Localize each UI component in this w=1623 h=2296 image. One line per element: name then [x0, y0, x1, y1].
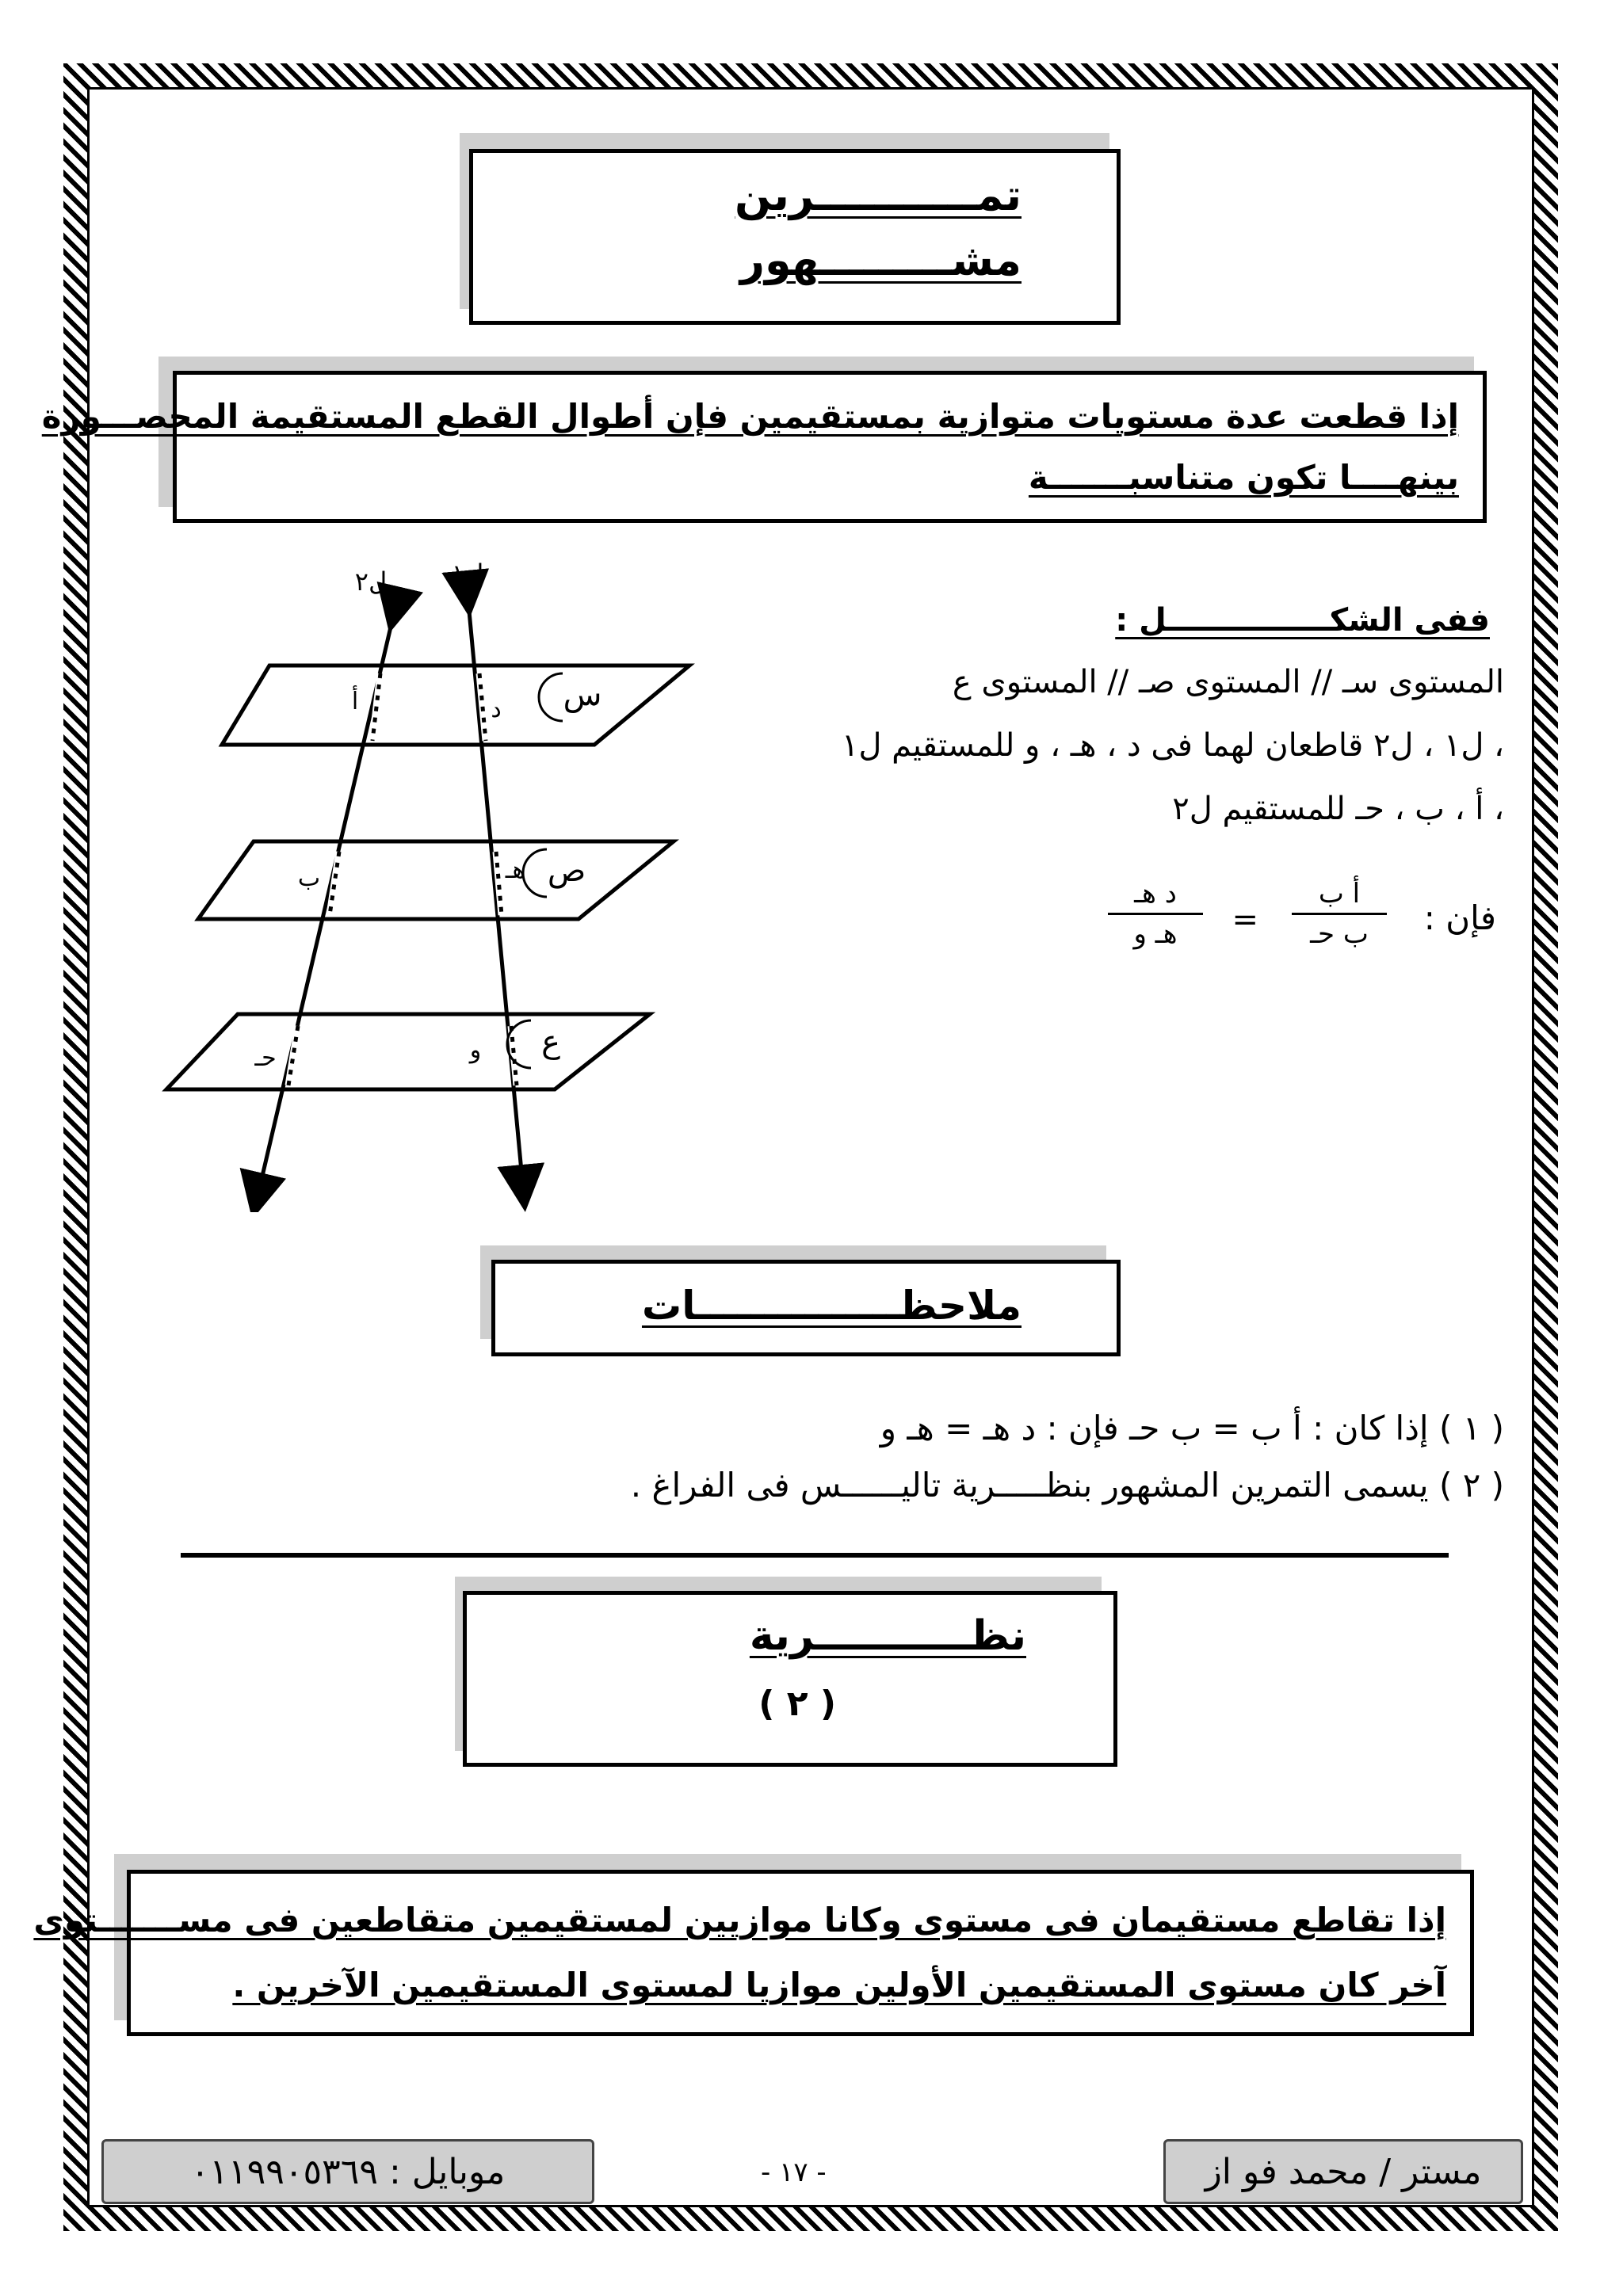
figure-line3: ، أ ، ب ، حـ للمستقيم ل٢	[1172, 791, 1504, 827]
plane-e	[166, 1014, 650, 1089]
ratio-equation	[1052, 878, 1496, 965]
note-1: ( ١ ) إذا كان : أ ب = ب حـ فإن : د هـ = هـ و	[880, 1409, 1504, 1447]
ratio2-bottom: هـ و	[1133, 918, 1178, 950]
ratio1	[1292, 878, 1387, 950]
ratio2	[1108, 878, 1203, 950]
line-l1	[468, 594, 523, 1188]
footer-phone: موبايل : ٠١١٩٩٠٥٣٦٩	[101, 2139, 594, 2204]
theorem2-number: ( ٢ )	[758, 1684, 836, 1724]
equals-sign: =	[1232, 902, 1258, 938]
figure-line1: المستوى سـ // المستوى صـ // المستوى ع	[952, 664, 1504, 700]
footer-page-number: - ١٧ -	[761, 2157, 827, 2188]
notes-title: ملاحظـــــــــــــــات	[641, 1283, 1022, 1329]
header-title-line1: تمـــــــــــرين	[735, 170, 1022, 220]
point-w-label: و	[469, 1036, 482, 1064]
plane-e-label: ع	[541, 1024, 560, 1060]
ratio2-bar	[1108, 913, 1203, 915]
plane-s-label: س	[563, 677, 602, 713]
point-c-label: حـ	[254, 1044, 277, 1072]
theorem-line1: إذا قطعت عدة مستويات متوازية بمستقيمين فإن أطوال القطع المستقيمة المحصـــورة	[41, 397, 1459, 436]
footer-author: مستر / محمد فو از	[1163, 2139, 1523, 2204]
theorem2-title: نظـــــــــــرية	[749, 1612, 1026, 1660]
ratio1-top: أ ب	[1318, 878, 1361, 910]
divider	[181, 1553, 1449, 1558]
theorem2-box	[463, 1591, 1117, 1767]
parallel-planes-figure	[151, 555, 705, 1212]
theorem2-statement-box	[33, 1870, 1474, 2036]
line-l2-label: ل٢	[354, 566, 388, 597]
line-l1-label: ل١	[451, 559, 484, 589]
ratio2-top: د هـ	[1134, 878, 1177, 910]
theorem2-statement-line1: إذا تقاطع مستقيمان فى مستوى وكانا موازيين لمستقيمين متقاطعين فى مســـــــتوى	[33, 1901, 1446, 1939]
note-2: ( ٢ ) يسمى التمرين المشهور بنظـــــرية تاليــــــس فى الفراغ .	[630, 1466, 1504, 1505]
plane-p	[198, 841, 674, 919]
point-h-label: هـ	[505, 856, 525, 884]
figure-line2: ، ل١ ، ل٢ قاطعان لهما فى د ، هـ ، و للمستقيم ل١	[841, 727, 1504, 764]
header-title-line2: مشـــــــــهور	[739, 235, 1022, 285]
ratio1-bottom: ب حـ	[1310, 918, 1369, 950]
header-box	[469, 149, 1121, 325]
theorem-line2: بينهــــا تكون متناسبـــــــة	[1028, 458, 1459, 497]
plane-s	[222, 666, 689, 745]
then-label: فإن :	[1423, 898, 1496, 937]
notes-box	[491, 1260, 1121, 1356]
theorem2-statement-line2: آخر كان مستوى المستقيمين الأولين موازيا لمستوى المستقيمين الآخرين .	[232, 1966, 1446, 2004]
plane-p-label: ص	[547, 852, 586, 889]
ratio1-bar	[1292, 913, 1387, 915]
figure-heading: ففى الشكـــــــــــــــل :	[1115, 602, 1490, 639]
theorem-box	[41, 371, 1487, 523]
point-b-label: ب	[297, 864, 321, 892]
point-a-label: أ	[351, 688, 359, 715]
point-d-label: د	[491, 696, 502, 723]
